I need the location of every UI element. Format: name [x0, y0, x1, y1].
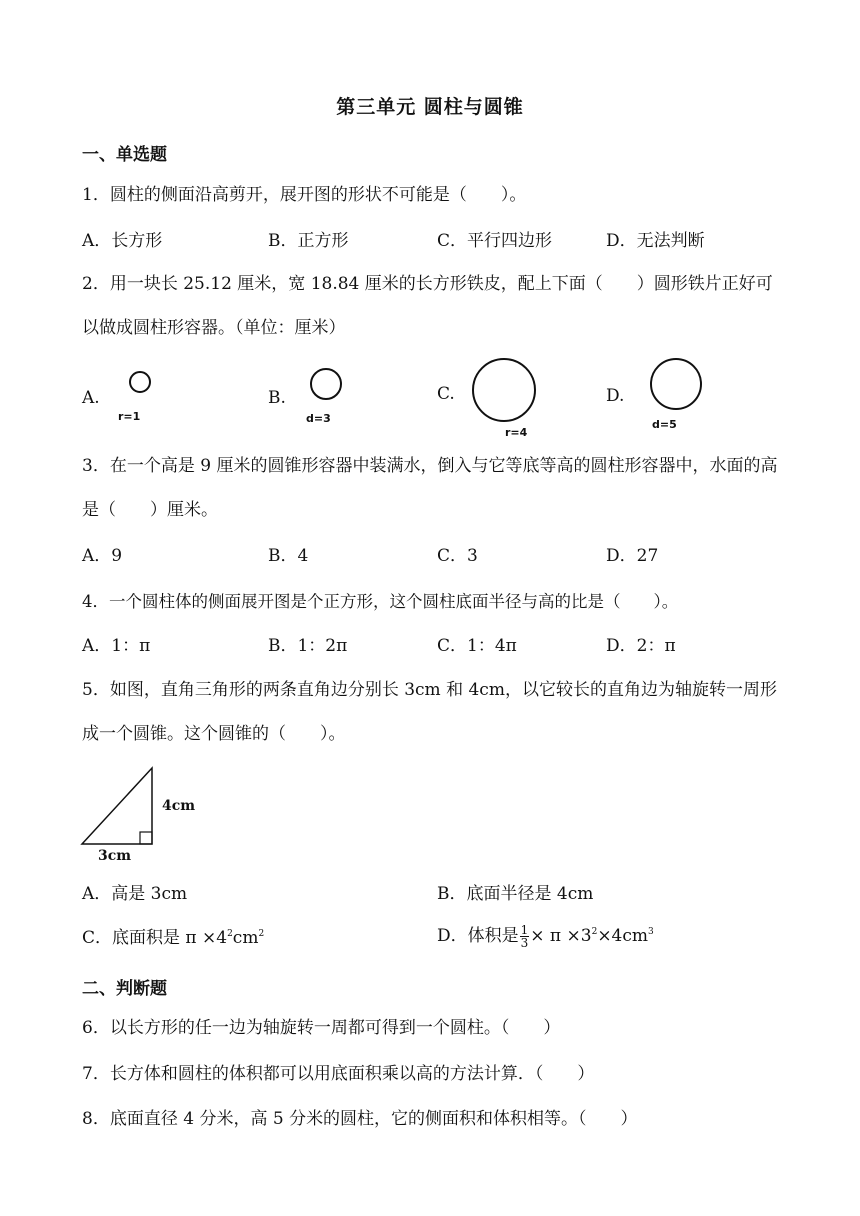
circle-label: d=3: [306, 412, 331, 425]
circle-label: d=5: [652, 418, 677, 431]
question-2-text: 2．用一块长 25.12 厘米，宽 18.84 厘米的长方形铁皮，配上下面（ ）圆形铁片正好可以做成圆柱形容器。（单位：厘米）: [82, 274, 773, 338]
question-1-option-b[interactable]: B．正方形: [268, 231, 349, 251]
question-1-text: 1．圆柱的侧面沿高剪开，展开图的形状不可能是（ ）。: [82, 185, 527, 205]
circle-r1-figure: [110, 360, 170, 430]
option-c-unit-exponent: 2: [258, 929, 265, 939]
fraction-numerator: 1: [520, 923, 529, 937]
section-heading-multiple-choice: 一、单选题: [82, 145, 167, 165]
circle-label: r=1: [118, 410, 141, 423]
question-1-option-a[interactable]: A．长方形: [82, 231, 163, 251]
question-4-option-d[interactable]: D．2：π: [606, 636, 676, 656]
circle-d5-figure: [648, 358, 718, 438]
option-letter: B.: [268, 388, 286, 408]
question-1-option-c[interactable]: C．平行四边形: [437, 231, 553, 251]
question-5-option-a[interactable]: A．高是 3cm: [82, 884, 188, 904]
question-5-option-d[interactable]: [437, 924, 654, 949]
one-third-fraction: [520, 924, 530, 949]
circle-label: r=4: [505, 426, 528, 439]
option-letter: A.: [82, 388, 100, 408]
question-1-option-d[interactable]: D．无法判断: [606, 231, 705, 251]
circle-r4-figure: [471, 356, 551, 440]
right-triangle-figure: [78, 764, 218, 864]
option-d-middle: × π ×3: [530, 926, 592, 946]
question-3-option-c[interactable]: C．3: [437, 546, 478, 566]
option-d-tail: ×4cm: [597, 926, 649, 946]
option-d-unit-exponent: 3: [648, 927, 654, 937]
question-3-option-a[interactable]: A．9: [82, 546, 123, 566]
question-8-text: 8．底面直径 4 分米，高 5 分米的圆柱，它的侧面积和体积相等。（ ）: [82, 1109, 638, 1129]
question-5-option-c[interactable]: [82, 926, 264, 950]
question-5-text: 5．如图，直角三角形的两条直角边分别长 3cm 和 4cm，以它较长的直角边为轴旋转一周形成一个圆锥。这个圆锥的（ ）。: [82, 680, 777, 744]
triangle-height-label: 4cm: [162, 798, 196, 814]
option-c-exponent: 2: [227, 929, 233, 939]
question-6-text: 6．以长方形的任一边为轴旋转一周都可得到一个圆柱。（ ）: [82, 1018, 561, 1038]
question-4-option-c[interactable]: C．1：4π: [437, 636, 517, 656]
question-4-option-b[interactable]: B．1：2π: [268, 636, 348, 656]
triangle-base-label: 3cm: [98, 848, 132, 864]
question-4-text: 4．一个圆柱体的侧面展开图是个正方形，这个圆柱底面半径与高的比是（ ）。: [82, 592, 679, 611]
question-4-option-a[interactable]: A．1：π: [82, 636, 151, 656]
section-heading-true-false: 二、判断题: [82, 979, 167, 999]
page-title: 第三单元 圆柱与圆锥: [336, 96, 524, 118]
question-3-text: 3．在一个高是 9 厘米的圆锥形容器中装满水，倒入与它等底等高的圆柱形容器中，水面的高是（ ）厘米。: [82, 456, 778, 520]
question-3-option-d[interactable]: D．27: [606, 546, 659, 566]
circle-d3-figure: [304, 360, 364, 430]
option-letter: D.: [606, 386, 625, 406]
option-c-unit: cm: [232, 928, 259, 948]
option-letter: C.: [437, 384, 455, 404]
question-5-option-b[interactable]: B．底面半径是 4cm: [437, 884, 594, 904]
fraction-denominator: 3: [520, 936, 529, 950]
option-c-prefix: C．底面积是 π ×4: [82, 928, 228, 948]
option-d-exponent: 2: [591, 927, 598, 937]
question-3-option-b[interactable]: B．4: [268, 546, 309, 566]
option-d-prefix: D．体积是: [437, 926, 519, 946]
question-7-text: 7．长方体和圆柱的体积都可以用底面积乘以高的方法计算．（ ）: [82, 1064, 595, 1084]
